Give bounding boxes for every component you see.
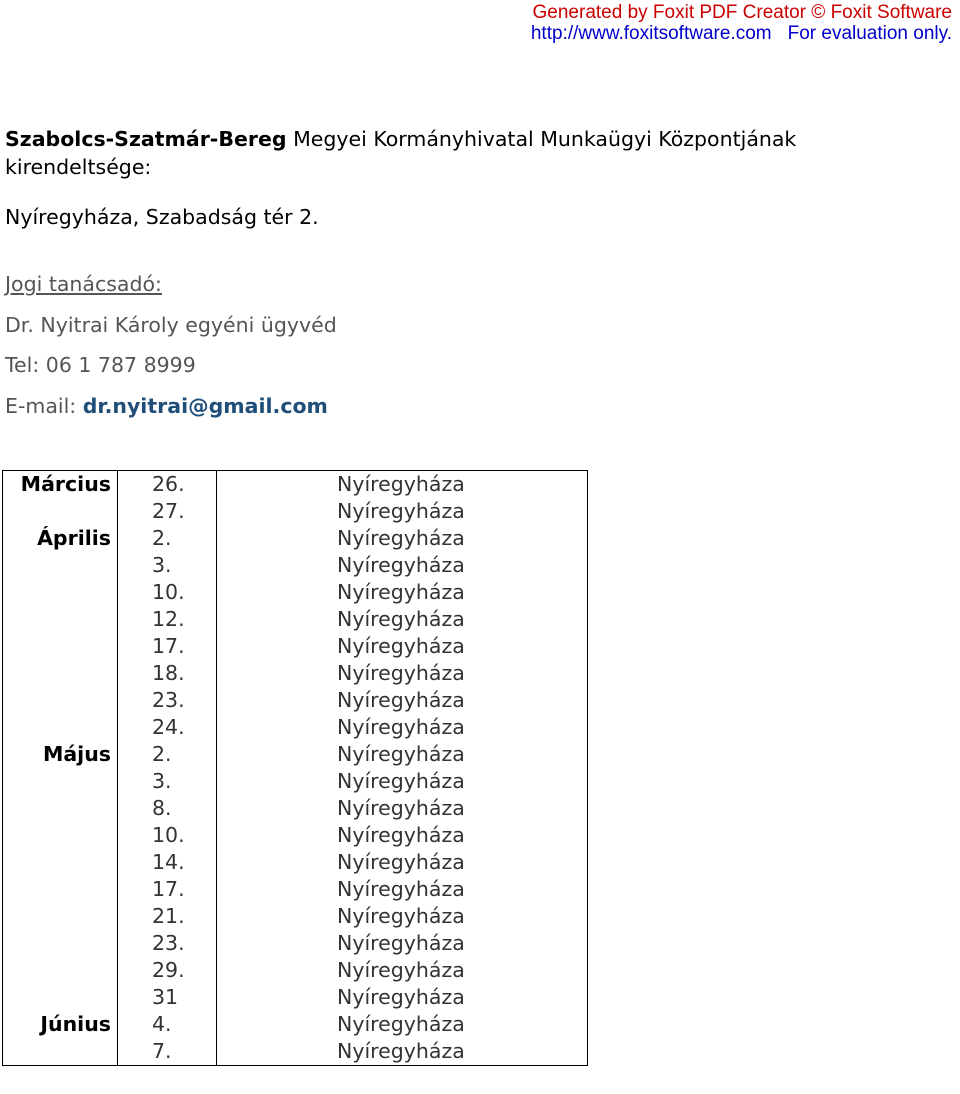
advisor-phone: Tel: 06 1 787 8999	[5, 353, 196, 377]
place-cell-text: Nyíregyháza	[337, 796, 465, 820]
day-cell	[118, 903, 217, 930]
place-cell	[217, 957, 588, 984]
email-label: E-mail:	[5, 394, 83, 418]
watermark-url[interactable]: http://www.foxitsoftware.com	[530, 23, 772, 44]
watermark-url-line	[531, 23, 952, 44]
place-cell-text: Nyíregyháza	[337, 634, 465, 658]
day-cell	[118, 471, 217, 499]
day-cell	[118, 714, 217, 741]
schedule-row	[3, 633, 588, 660]
month-cell	[3, 930, 118, 957]
month-cell	[3, 957, 118, 984]
watermark-generator-text: Generated by Foxit PDF Creator © Foxit Software	[532, 2, 952, 23]
place-cell	[217, 876, 588, 903]
month-cell	[3, 714, 118, 741]
month-cell	[3, 849, 118, 876]
place-cell	[217, 984, 588, 1011]
day-cell	[118, 876, 217, 903]
place-cell-text: Nyíregyháza	[337, 904, 465, 928]
day-cell	[118, 957, 217, 984]
place-cell	[217, 930, 588, 957]
day-cell-text: 29.	[152, 958, 185, 982]
schedule-row	[3, 984, 588, 1011]
day-cell-text: 23.	[152, 931, 185, 955]
month-cell	[3, 606, 118, 633]
month-cell	[3, 498, 118, 525]
place-cell-text: Nyíregyháza	[337, 985, 465, 1009]
schedule-row	[3, 1038, 588, 1066]
schedule-row	[3, 552, 588, 579]
foxit-watermark	[531, 2, 952, 44]
day-cell	[118, 849, 217, 876]
place-cell	[217, 579, 588, 606]
place-cell-text: Nyíregyháza	[337, 526, 465, 550]
place-cell	[217, 1038, 588, 1066]
office-address: Nyíregyháza, Szabadság tér 2.	[5, 205, 319, 229]
month-cell	[3, 579, 118, 606]
month-cell	[3, 633, 118, 660]
day-cell-text: 17.	[152, 634, 185, 658]
day-cell-text: 4.	[152, 1012, 172, 1036]
place-cell	[217, 768, 588, 795]
day-cell	[118, 1038, 217, 1066]
month-cell	[3, 741, 118, 768]
month-cell-text: Május	[42, 742, 111, 766]
day-cell-text: 23.	[152, 688, 185, 712]
place-cell	[217, 714, 588, 741]
day-cell-text: 2.	[152, 526, 172, 550]
place-cell-text: Nyíregyháza	[337, 877, 465, 901]
place-cell	[217, 741, 588, 768]
day-cell-text: 31	[152, 985, 179, 1009]
schedule-row	[3, 579, 588, 606]
place-cell	[217, 498, 588, 525]
schedule-row	[3, 768, 588, 795]
place-cell-text: Nyíregyháza	[337, 688, 465, 712]
day-cell	[118, 525, 217, 552]
day-cell	[118, 930, 217, 957]
day-cell	[118, 768, 217, 795]
place-cell-text: Nyíregyháza	[337, 742, 465, 766]
schedule-body	[3, 471, 588, 1066]
day-cell	[118, 606, 217, 633]
schedule-row	[3, 660, 588, 687]
place-cell-text: Nyíregyháza	[337, 769, 465, 793]
schedule-row	[3, 930, 588, 957]
office-name-rest: Megyei Kormányhivatal Munkaügyi Központjának	[286, 127, 797, 151]
place-cell-text: Nyíregyháza	[337, 931, 465, 955]
place-cell	[217, 903, 588, 930]
place-cell-text: Nyíregyháza	[337, 499, 465, 523]
schedule-row	[3, 822, 588, 849]
email-link[interactable]: dr.nyitrai@gmail.com	[82, 394, 328, 418]
place-cell	[217, 606, 588, 633]
place-cell-text: Nyíregyháza	[337, 823, 465, 847]
place-cell-text: Nyíregyháza	[337, 715, 465, 739]
day-cell	[118, 633, 217, 660]
schedule-row	[3, 795, 588, 822]
schedule-row	[3, 957, 588, 984]
schedule-row	[3, 1011, 588, 1038]
day-cell-text: 27.	[152, 499, 185, 523]
month-cell-text: Június	[40, 1012, 111, 1036]
advisor-heading: Jogi tanácsadó:	[5, 272, 162, 296]
place-cell	[217, 822, 588, 849]
day-cell-text: 17.	[152, 877, 185, 901]
month-cell	[3, 525, 118, 552]
day-cell-text: 21.	[152, 904, 185, 928]
advisor-email-line	[5, 394, 328, 418]
day-cell	[118, 984, 217, 1011]
place-cell	[217, 849, 588, 876]
day-cell-text: 14.	[152, 850, 185, 874]
month-cell	[3, 822, 118, 849]
office-name-line2: kirendeltsége:	[5, 155, 152, 179]
month-cell	[3, 471, 118, 499]
advisor-name: Dr. Nyitrai Károly egyéni ügyvéd	[5, 313, 337, 337]
office-name-bold: Szabolcs-Szatmár-Bereg	[5, 127, 287, 151]
place-cell-text: Nyíregyháza	[337, 580, 465, 604]
day-cell	[118, 1011, 217, 1038]
day-cell-text: 24.	[152, 715, 185, 739]
place-cell-text: Nyíregyháza	[337, 958, 465, 982]
day-cell	[118, 822, 217, 849]
day-cell	[118, 795, 217, 822]
day-cell	[118, 660, 217, 687]
place-cell	[217, 1011, 588, 1038]
schedule-row	[3, 903, 588, 930]
month-cell	[3, 660, 118, 687]
month-cell	[3, 552, 118, 579]
day-cell-text: 12.	[152, 607, 185, 631]
day-cell-text: 18.	[152, 661, 185, 685]
day-cell-text: 3.	[152, 553, 172, 577]
day-cell-text: 10.	[152, 580, 185, 604]
schedule-row	[3, 714, 588, 741]
place-cell	[217, 552, 588, 579]
month-cell	[3, 795, 118, 822]
month-cell	[3, 876, 118, 903]
day-cell-text: 8.	[152, 796, 172, 820]
month-cell	[3, 1038, 118, 1066]
office-name-line1	[5, 127, 796, 151]
month-cell	[3, 687, 118, 714]
place-cell-text: Nyíregyháza	[337, 607, 465, 631]
day-cell-text: 2.	[152, 742, 172, 766]
place-cell	[217, 525, 588, 552]
schedule-table	[2, 470, 588, 1066]
schedule-row	[3, 606, 588, 633]
place-cell-text: Nyíregyháza	[337, 553, 465, 577]
month-cell-text: Március	[20, 472, 111, 496]
place-cell	[217, 687, 588, 714]
day-cell	[118, 687, 217, 714]
day-cell	[118, 498, 217, 525]
schedule-row	[3, 849, 588, 876]
place-cell-text: Nyíregyháza	[337, 1012, 465, 1036]
schedule-row	[3, 741, 588, 768]
day-cell-text: 7.	[152, 1039, 172, 1063]
month-cell	[3, 1011, 118, 1038]
month-cell-text: Április	[37, 526, 111, 550]
month-cell	[3, 768, 118, 795]
schedule-row	[3, 687, 588, 714]
place-cell	[217, 471, 588, 499]
day-cell	[118, 552, 217, 579]
day-cell	[118, 579, 217, 606]
place-cell-text: Nyíregyháza	[337, 472, 465, 496]
place-cell	[217, 633, 588, 660]
schedule-row	[3, 525, 588, 552]
schedule-row	[3, 498, 588, 525]
day-cell	[118, 741, 217, 768]
day-cell-text: 26.	[152, 472, 185, 496]
day-cell-text: 3.	[152, 769, 172, 793]
watermark-note: For evaluation only.	[787, 23, 952, 44]
place-cell	[217, 660, 588, 687]
month-cell	[3, 903, 118, 930]
month-cell	[3, 984, 118, 1011]
schedule-row	[3, 471, 588, 499]
schedule-row	[3, 876, 588, 903]
place-cell-text: Nyíregyháza	[337, 1039, 465, 1063]
day-cell-text: 10.	[152, 823, 185, 847]
place-cell-text: Nyíregyháza	[337, 850, 465, 874]
place-cell-text: Nyíregyháza	[337, 661, 465, 685]
place-cell	[217, 795, 588, 822]
